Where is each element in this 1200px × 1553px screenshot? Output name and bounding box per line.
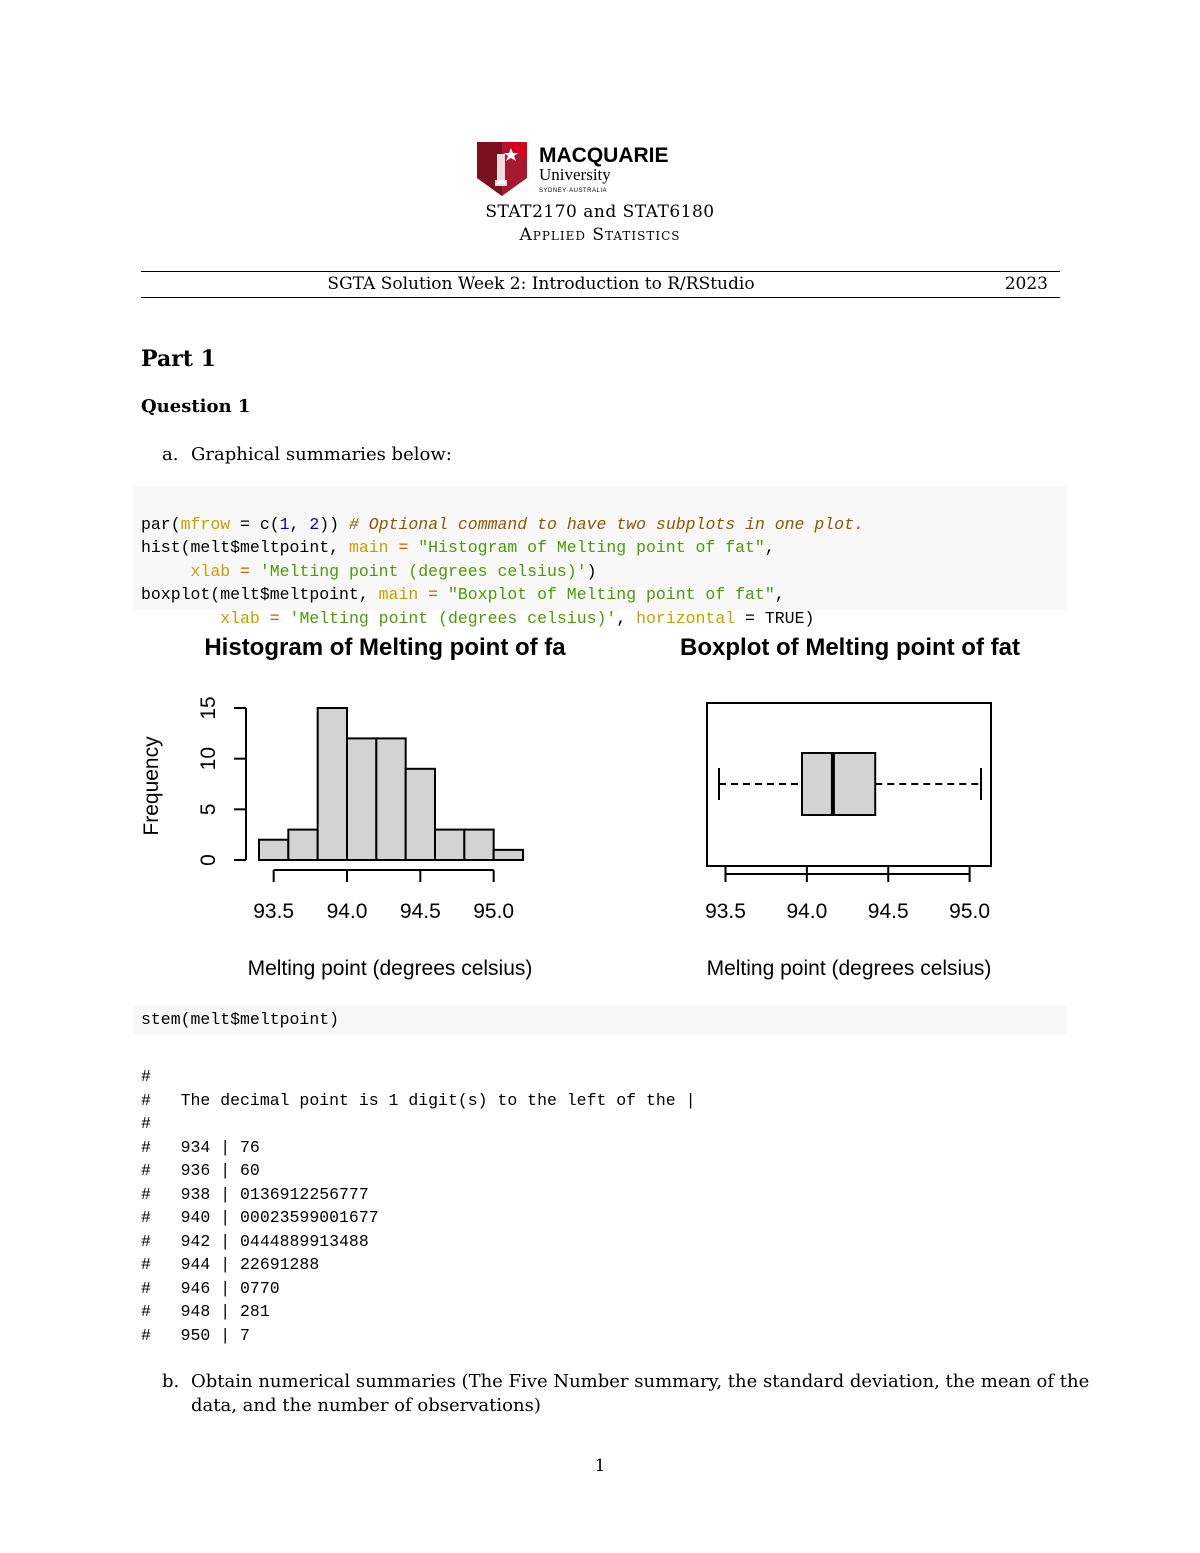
boxplot-x-tick-label: 95.0 [949, 900, 991, 923]
histogram-bar [376, 738, 405, 860]
code-line: boxplot(melt$meltpoint, main = "Boxplot of Melting point of fat", [141, 585, 785, 604]
boxplot-chart [680, 634, 1020, 980]
code-line: stem(melt$meltpoint) [141, 1010, 340, 1029]
histogram-y-label: Frequency [140, 736, 163, 836]
boxplot-x-tick-label: 93.5 [705, 900, 746, 923]
header-rule-bottom [141, 297, 1060, 298]
code-line: par(mfrow = c(1, 2)) # Optional command to have two subplots in one plot. [141, 514, 864, 534]
histogram-bar [435, 830, 464, 860]
histogram-x-tick-label: 94.5 [399, 900, 441, 923]
item-b-marker: b. [162, 1371, 180, 1392]
histogram-bar [347, 738, 376, 860]
document-title: SGTA Solution Week 2: Introduction to R/RStudio [327, 274, 755, 294]
header-rule-top [141, 271, 1060, 272]
histogram-bar [406, 769, 435, 860]
histogram-x-label: Melting point (degrees celsius) [247, 957, 533, 980]
boxplot-x-label: Melting point (degrees celsius) [706, 957, 992, 980]
histogram-x-tick-label: 94.0 [326, 900, 368, 923]
histogram-y-tick-label: 10 [197, 746, 220, 771]
histogram-y-tick-label: 5 [197, 803, 220, 816]
histogram-bar [318, 708, 347, 860]
boxplot-x-tick-label: 94.5 [867, 900, 909, 923]
page-number: 1 [594, 1456, 606, 1476]
part-heading: Part 1 [141, 346, 216, 372]
stem-output-line: # 942 | 0444889913488 [141, 1231, 369, 1251]
code-line: xlab = 'Melting point (degrees celsius)', horizontal = TRUE) [220, 608, 815, 628]
university-logo [475, 140, 675, 198]
histogram-bar [464, 830, 493, 860]
svg-text:MACQUARIE: MACQUARIE [539, 144, 669, 167]
course-codes: STAT2170 and STAT6180 [485, 202, 715, 222]
item-a-marker: a. [162, 444, 179, 465]
item-a-text: Graphical summaries below: [191, 444, 452, 465]
histogram-bar [494, 850, 523, 860]
stem-output-line: # The decimal point is 1 digit(s) to the left of the | [141, 1090, 696, 1110]
boxplot-x-tick-label: 94.0 [786, 900, 828, 923]
stem-output-line: # 940 | 00023599001677 [141, 1208, 379, 1227]
svg-text:University: University [539, 165, 611, 184]
histogram-bar [259, 840, 288, 860]
boxplot-title: Boxplot of Melting point of fat [680, 634, 1020, 661]
stem-output-line: # [141, 1114, 151, 1133]
code-block-stem [134, 1005, 1066, 1035]
stem-output-line: # 948 | 281 [141, 1302, 270, 1321]
code-line: hist(melt$meltpoint, main = "Histogram of Melting point of fat", [141, 538, 775, 557]
code-block-plots [134, 486, 1066, 628]
histogram-title: Histogram of Melting point of fa [204, 634, 566, 661]
histogram-bar [288, 830, 317, 860]
histogram-x-axis [253, 870, 514, 923]
stem-output-line: # 950 | 7 [141, 1325, 250, 1345]
stem-output-line: # 938 | 0136912256777 [141, 1184, 369, 1204]
plots-figure [0, 620, 1200, 990]
item-b-text-line1: Obtain numerical summaries (The Five Number summary, the standard deviation, the mean of the [191, 1371, 1090, 1392]
histogram-bars [259, 708, 523, 860]
histogram-chart [140, 634, 566, 980]
macquarie-logo-icon [475, 140, 675, 198]
subject-name: Applied Statistics [519, 225, 681, 245]
stem-output-line: # 934 | 76 [141, 1137, 260, 1157]
boxplot-box [802, 753, 875, 815]
item-b-text-line2: data, and the number of observations) [191, 1395, 541, 1416]
stem-output-line: # 944 | 22691288 [141, 1255, 320, 1274]
document-year: 2023 [1004, 274, 1048, 294]
boxplot-x-axis [705, 866, 990, 923]
stem-output-line: # [141, 1067, 151, 1086]
histogram-y-tick-label: 15 [197, 696, 220, 720]
stem-output-line: # 946 | 0770 [141, 1278, 280, 1298]
question-heading: Question 1 [141, 396, 251, 417]
boxplot-marks [719, 753, 981, 815]
histogram-x-tick-label: 95.0 [473, 900, 515, 923]
histogram-y-tick-label: 0 [197, 854, 220, 866]
stem-output [141, 1065, 696, 1347]
histogram-x-tick-label: 93.5 [253, 900, 295, 923]
stem-output-line: # 936 | 60 [141, 1161, 260, 1180]
histogram-y-axis [197, 696, 246, 866]
svg-text:SYDNEY·AUSTRALIA: SYDNEY·AUSTRALIA [539, 188, 608, 194]
code-line: xlab = 'Melting point (degrees celsius)') [190, 561, 597, 581]
